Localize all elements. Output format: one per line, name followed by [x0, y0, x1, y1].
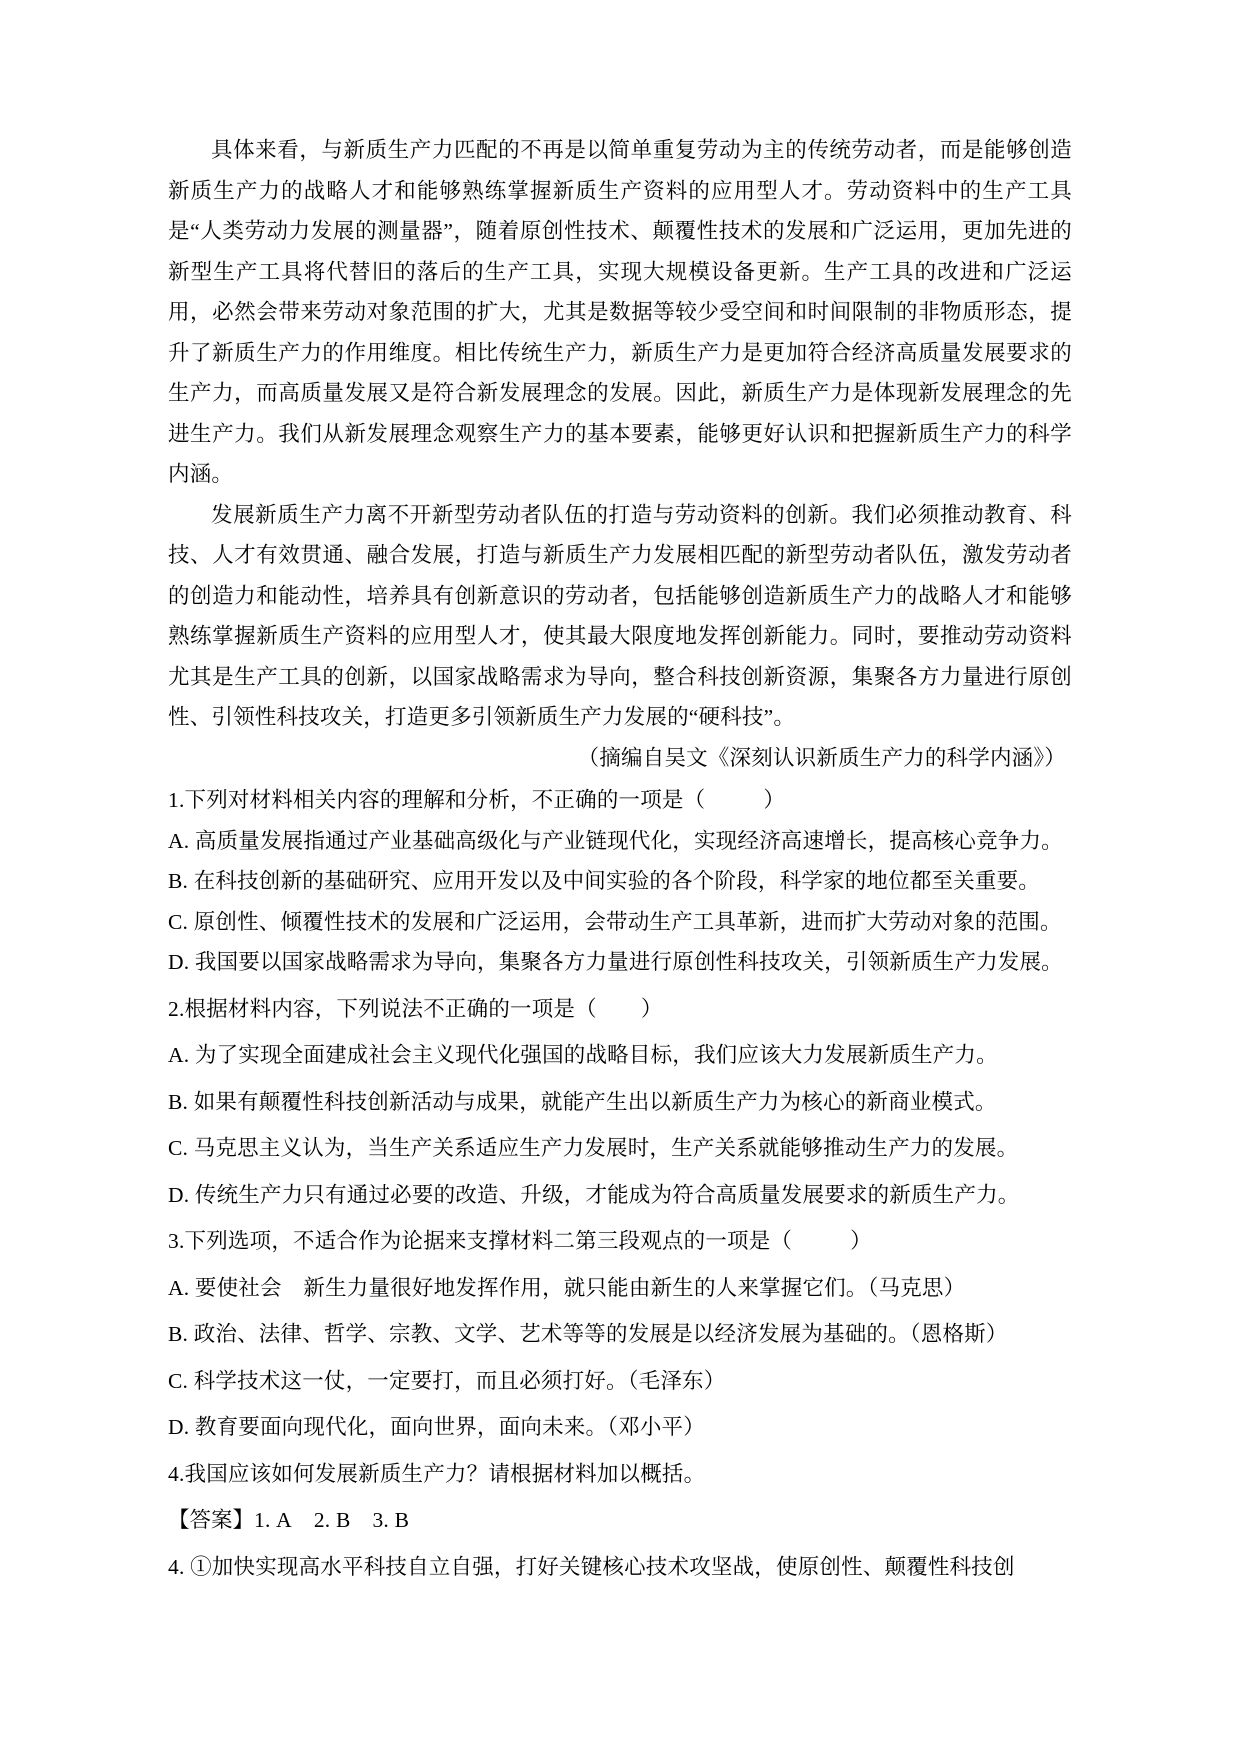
question-4-number: 4. [168, 1461, 185, 1486]
question-1-option-a: A. 高质量发展指通过产业基础高级化与产业链现代化，实现经济高速增长，提高核心竞争力。 [168, 828, 1063, 853]
question-3-option-a: A. 要使社会 新生力量很好地发挥作用，就只能由新生的人来掌握它们。（马克思） [168, 1275, 966, 1300]
question-1-text: 下列对材料相关内容的理解和分析，不正确的一项是（ [184, 788, 706, 812]
question-3-option-b: B. 政治、法律、哲学、宗教、文学、艺术等等的发展是以经济发展为基础的。（恩格斯） [168, 1322, 1008, 1346]
answer-long: 4. ①加快实现高水平科技自立自强，打好关键核心技术攻坚战，使原创性、颠覆性科技创 [168, 1554, 1015, 1579]
question-2-stem [168, 989, 1072, 1030]
question-3-option-c: C. 科学技术这一仗，一定要打，而且必须打好。（毛泽东） [168, 1368, 726, 1393]
question-2-option-a: A. 为了实现全面建成社会主义现代化强国的战略目标，我们应该大力发展新质生产力。 [168, 1043, 998, 1067]
answer-item-1: 1. A [254, 1508, 292, 1532]
document-content [168, 130, 1072, 1587]
question-4-stem [168, 1454, 1072, 1495]
question-2-option-c: C. 马克思主义认为，当生产关系适应生产力发展时，生产关系就能够推动生产力的发展。 [168, 1136, 1019, 1160]
question-2-number: 2. [168, 996, 185, 1021]
body-paragraph-1: 具体来看，与新质生产力匹配的不再是以简单重复劳动为主的传统劳动者，而是能够创造新质生产力的战略人才和能够熟练掌握新质生产资料的应用型人才。劳动资料中的生产工具是“人类劳动力发展的测量器”，随着原创性技术、颠覆性技术的发展和广泛运用，更加先进的新型生产工具将代替旧的落后的生产工具，实现大规模设备更新。生产工具的改进和广泛运用，必然会带来劳动对象范围的扩大，尤其是数据等较少受空间和时间限制的非物质形态，提升了新质生产力的作用维度。相比传统生产力，新质生产力是更加符合经济高质量发展要求的生产力，而高质量发展又是符合新发展理念的发展。因此，新质生产力是体现新发展理念的先进生产力。我们从新发展理念观察生产力的基本要素，能够更好认识和把握新质生产力的科学内涵。 [168, 138, 1072, 486]
question-2-close: ） [640, 996, 663, 1021]
question-2-text: 根据材料内容，下列说法不正确的一项是（ [184, 996, 597, 1021]
body-paragraph-2: 发展新质生产力离不开新型劳动者队伍的打造与劳动资料的创新。我们必须推动教育、科技、人才有效贯通、融合发展，打造与新质生产力发展相匹配的新型劳动者队伍，激发劳动者的创造力和能动性，培养具有创新意识的劳动者，包括能够创造新质生产力的战略人才和能够熟练掌握新质生产资料的应用型人才，使其最大限度地发挥创新能力。同时，要推动劳动资料尤其是生产工具的创新，以国家战略需求为导向，整合科技创新资源，集聚各方力量进行原创性、引领性科技攻关，打造更多引领新质生产力发展的“硬科技”。 [168, 502, 1072, 729]
question-2-option-d: D. 传统生产力只有通过必要的改造、升级，才能成为符合高质量发展要求的新质生产力。 [168, 1182, 1020, 1207]
question-3-text: 下列选项，不适合作为论据来支撑材料二第三段观点的一项是（ [184, 1229, 793, 1253]
question-3-number: 3. [168, 1229, 185, 1253]
answer-item-3: 3. B [372, 1508, 410, 1532]
question-3-close: ） [850, 1229, 872, 1253]
answer-label: 【答案】 [168, 1508, 255, 1532]
question-1-number: 1. [168, 788, 185, 812]
answer-item-2: 2. B [313, 1508, 351, 1532]
question-1-option-c: C. 原创性、倾覆性技术的发展和广泛运用，会带动生产工具革新，进而扩大劳动对象的范围。 [168, 909, 1062, 934]
question-3-stem [168, 1221, 1072, 1262]
question-1-option-b: B. 在科技创新的基础研究、应用开发以及中间实验的各个阶段，科学家的地位都至关重要。 [168, 869, 1040, 893]
question-4-text: 我国应该如何发展新质生产力？请根据材料加以概括。 [184, 1461, 706, 1486]
answer-line [168, 1500, 1072, 1541]
question-1-close: ） [763, 788, 786, 812]
question-1-option-d: D. 我国要以国家战略需求为导向，集聚各方力量进行原创性科技攻关，引领新质生产力发展。 [168, 950, 1063, 974]
question-1-stem [168, 780, 1072, 821]
question-2-option-b: B. 如果有颠覆性科技创新活动与成果，就能产生出以新质生产力为核心的新商业模式。 [168, 1089, 997, 1114]
source-citation: （摘编自吴文《深刻认识新质生产力的科学内涵》） [577, 745, 1066, 770]
question-3-option-d: D. 教育要面向现代化，面向世界，面向未来。（邓小平） [168, 1415, 705, 1439]
